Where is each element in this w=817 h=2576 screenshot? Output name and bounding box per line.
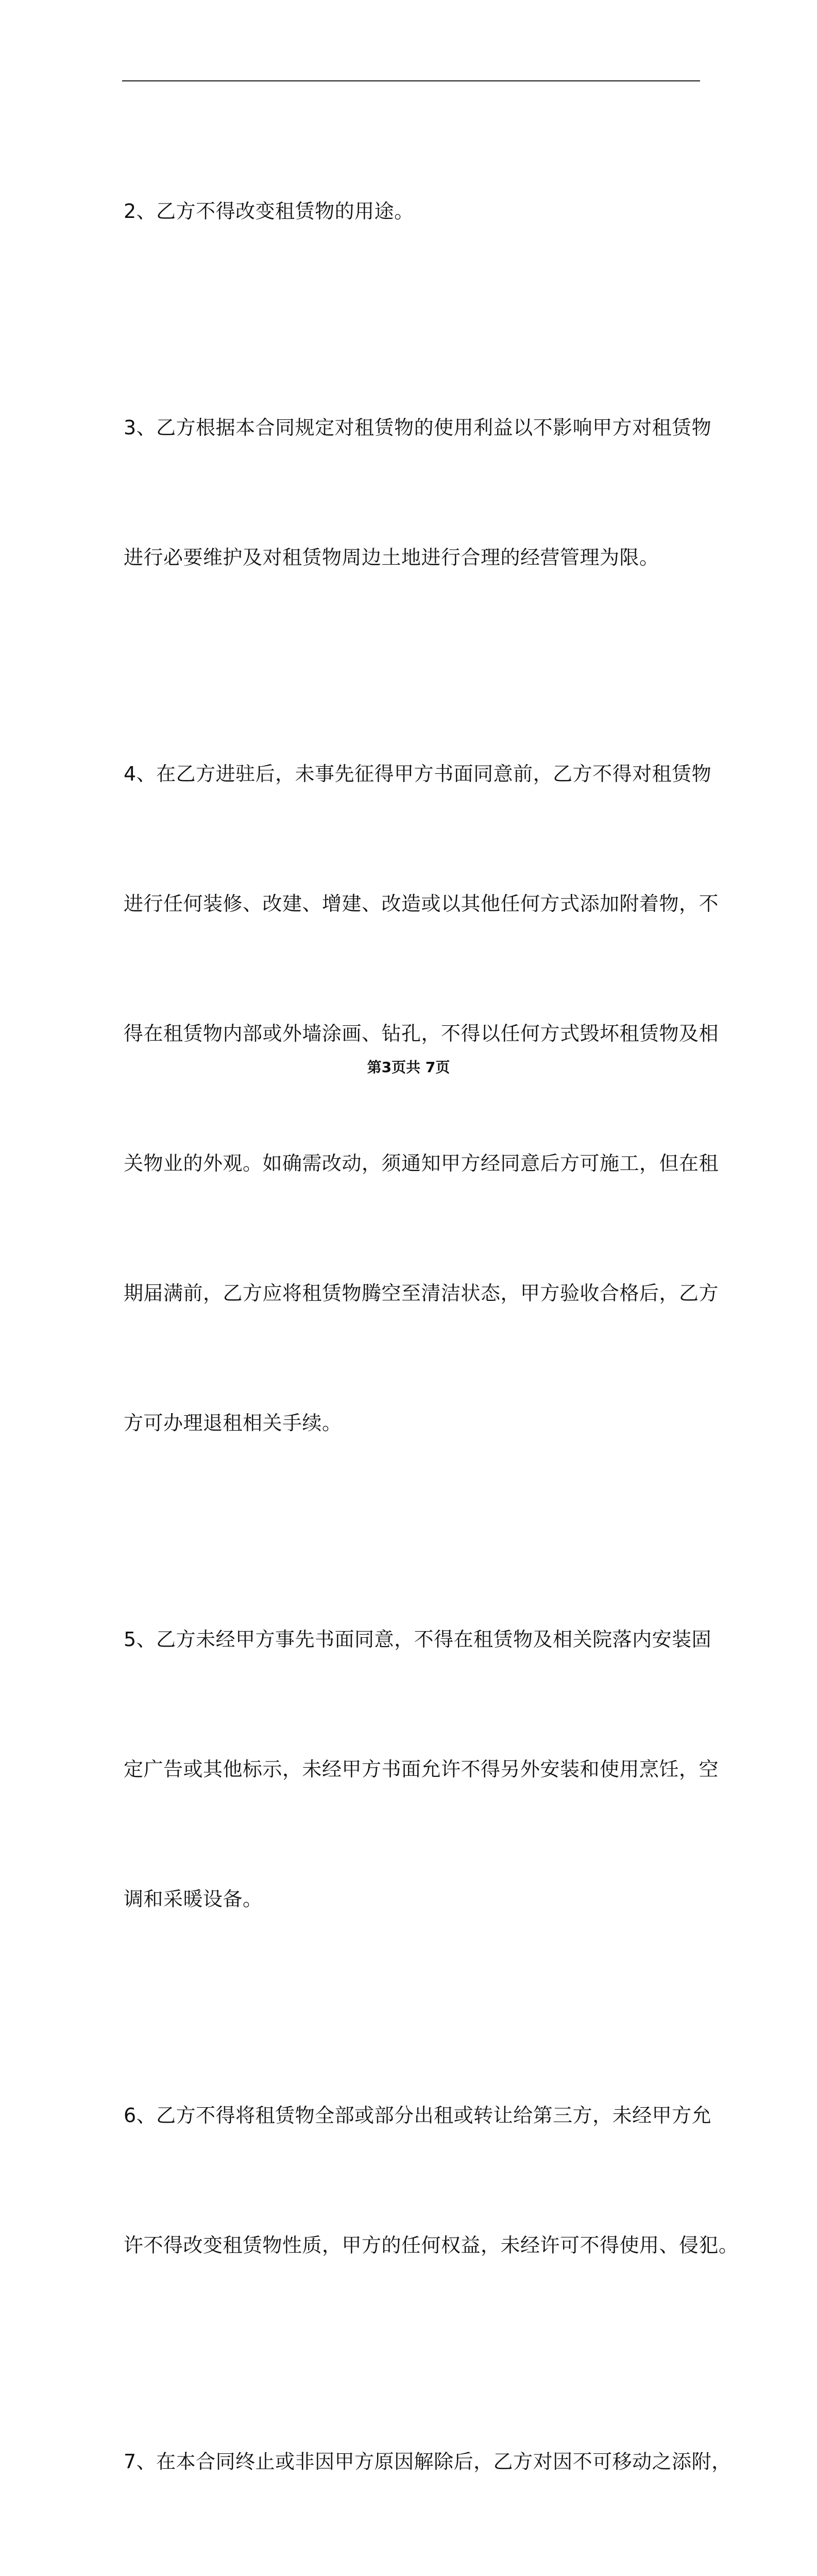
clause-line: 2、乙方不得改变租赁物的用途。: [124, 200, 414, 223]
clause-line: 3、乙方根据本合同规定对租赁物的使用利益以不影响甲方对租赁物: [124, 416, 712, 439]
clause-line: 定广告或其他标示，未经甲方书面允许不得另外安装和使用烹饪，空: [124, 1758, 719, 1781]
page-number: 第3页共 7页: [367, 1059, 450, 1076]
clause-line: 方可办理退租相关手续。: [124, 1412, 342, 1434]
clause-line: 6、乙方不得将租赁物全部或部分出租或转让给第三方，未经甲方允: [124, 2104, 712, 2127]
clause-line: 关物业的外观。如确需改动，须通知甲方经同意后方可施工，但在租: [124, 1152, 719, 1175]
clause-line: [124, 2570, 703, 2576]
clause-line: 进行必要维护及对租赁物周边土地进行合理的经营管理为限。: [124, 546, 659, 569]
contract-body: [124, 103, 739, 2576]
clause-line: 5、乙方未经甲方事先书面同意，不得在租赁物及相关院落内安装固: [124, 1628, 712, 1651]
clause-7: [124, 2353, 731, 2576]
clause-line: 调和采暖设备。: [124, 1888, 263, 1910]
clause-line: 4、在乙方进驻后，未事先征得甲方书面同意前，乙方不得对租赁物: [124, 762, 712, 785]
clause-3: [124, 319, 712, 666]
clause-line: 7、在本合同终止或非因甲方原因解除后，乙方对因不可移动之添附，: [124, 2450, 731, 2473]
clause-line: 许不得改变租赁物性质，甲方的任何权益，未经许可不得使用、侵犯。: [124, 2234, 739, 2257]
clause-line: 进行任何装修、改建、增建、改造或以其他任何方式添加附着物，不: [124, 892, 719, 915]
clause-line: 期届满前，乙方应将租赁物腾空至清洁状态，甲方验收合格后，乙方: [124, 1282, 719, 1304]
clause-2: [124, 103, 703, 319]
clause-line: 得在租赁物内部或外墙涂画、钻孔，不得以任何方式毁坏租赁物及相: [124, 1022, 719, 1045]
clause-4: [124, 666, 719, 1531]
clause-5: [124, 1531, 719, 2007]
header-rule: [122, 80, 700, 81]
clause-6: [124, 2007, 739, 2353]
